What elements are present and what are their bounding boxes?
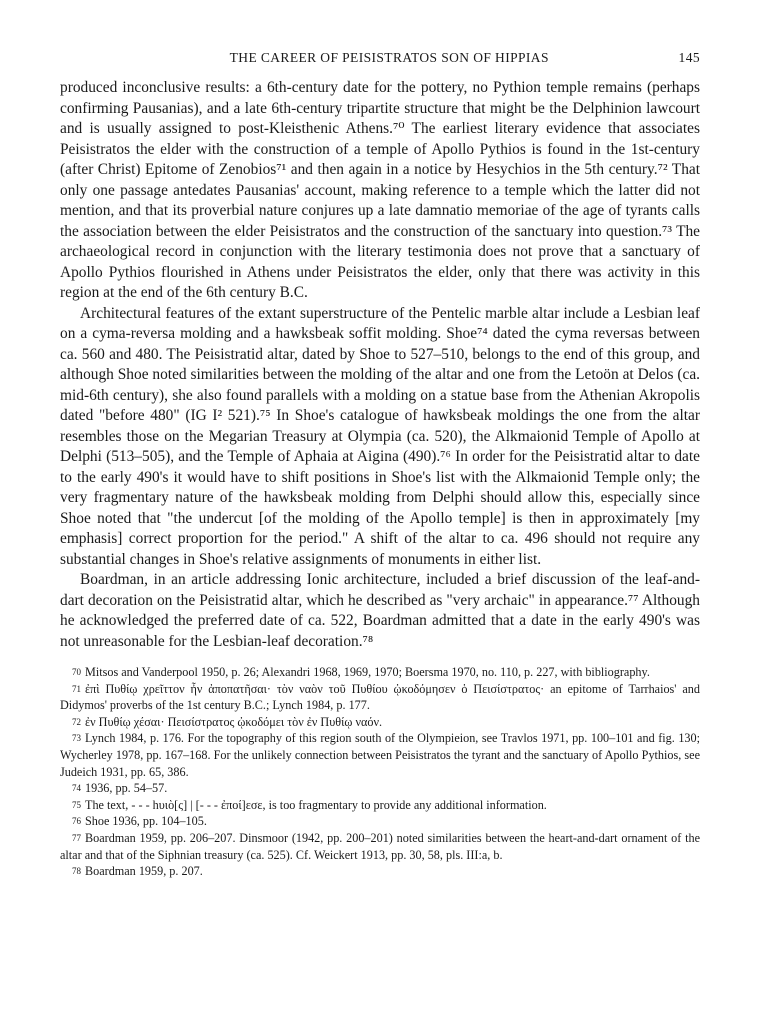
body-text [60, 78, 700, 652]
paragraph: Architectural features of the extant superstructure of the Pentelic marble altar include a Lesbian leaf on a cyma-reversa molding and a hawksbeak soffit molding. Shoe⁷⁴ dated the cyma reversas between ca. 560 and 480. The Peisistratid altar, dated by Shoe to 527–510, belongs to the end of this group, and although Shoe noted similarities between the molding of the altar and one from the Letoön at Delos (ca. mid-6th century), she also found parallels with a molding on a statue base from the Athenian Akropolis dated "before 480" (IG I² 521).⁷⁵ In Shoe's catalogue of hawksbeak moldings the one from the altar resembles those on the Megarian Treasury at Olympia (ca. 520), the Alkmaionid Temple of Apollo at Delphi (513–505), and the Temple of Aphaia at Aigina (490).⁷⁶ In order for the Peisistratid altar to date to the early 490's it would have to shift positions in Shoe's list with the Alkmaionid Temple only; the very fragmentary nature of the hawksbeak molding from Delphi should allow this, especially since Shoe noted that "the undercut [of the molding of the Apollo temple] is then in approximately [my emphasis] correct proportion for the period." A shift of the altar to ca. 496 should not require any substantial changes in Shoe's relative assignments of monuments in either list. [60, 304, 700, 568]
footnote-text: Mitsos and Vanderpool 1950, p. 26; Alexandri 1968, 1969, 1970; Boersma 1970, no. 110, p. 227, with bibliography. [85, 665, 650, 679]
footnote-number: 75 [72, 799, 81, 810]
footnote-number: 78 [72, 866, 81, 877]
footnote-number: 77 [72, 832, 81, 843]
footnotes [60, 664, 700, 880]
footnote-text: Boardman 1959, pp. 206–207. Dinsmoor (1942, pp. 200–201) noted similarities between the heart-and-dart ornament of the altar and that of the Siphnian treasury (ca. 525). Cf. Weickert 1913, pp. 30, 58, pls. III:a, b. [60, 830, 700, 862]
paragraph: produced inconclusive results: a 6th-century date for the pottery, no Pythion temple remains (perhaps confirming Pausanias), and a late 6th-century tripartite structure that might be the Delphinion lawcourt and is usually assigned to post-Kleisthenic Athens.⁷⁰ The earliest literary evidence that associates Peisistratos the elder with the construction of a temple of Apollo Pythios is found in the 1st-century (after Christ) Epitome of Zenobios⁷¹ and then again in a notice by Hesychios in the 5th century.⁷² That only one passage antedates Pausanias' account, making reference to a temple which the latter did not mention, and that its proverbial nature conjures up a late damnatio memoriae of the age of tyrants calls the association between the elder Peisistratos and the construction of the sanctuary into question.⁷³ The archaeological record in conjunction with the literary testimonia does not prove that a sanctuary of Apollo Pythios flourished in Athens under Peisistratos the elder, only that there was activity in this region at the end of the 6th century B.C. [60, 79, 700, 301]
footnote [60, 813, 700, 830]
document-page [60, 50, 700, 880]
page-header [60, 50, 700, 66]
footnote-number: 76 [72, 816, 81, 827]
footnote-number: 71 [72, 683, 81, 694]
footnote [60, 681, 700, 714]
footnote-text: ἐν Πυθίῳ χέσαι· Πεισίστρατος ᾠκοδόμει τὸν ἐν Πυθίῳ ναόν. [85, 714, 383, 729]
footnote [60, 730, 700, 780]
footnote-number: 70 [72, 667, 81, 677]
paragraph: Boardman, in an article addressing Ionic architecture, included a brief discussion of the leaf-and-dart decoration on the Peisistratid altar, which he described as "very archaic" in appearance.⁷⁷ Although he acknowledged the preferred date of ca. 522, Boardman admitted that a date in the early 490's was not unreasonable for the Lesbian-leaf decoration.⁷⁸ [60, 571, 700, 650]
running-title: THE CAREER OF PEISISTRATOS SON OF HIPPIAS [229, 50, 549, 65]
footnote-number: 73 [72, 733, 81, 744]
footnote-number: 72 [72, 716, 81, 727]
footnote-text: 1936, pp. 54–57. [85, 781, 168, 796]
footnote [60, 664, 700, 681]
footnote-text: Shoe 1936, pp. 104–105. [85, 814, 207, 829]
footnote [60, 780, 700, 797]
footnote-text: ἐπὶ Πυθίῳ χρεῖττον ἦν ἀποπατῆσαι· τὸν ναὸν τοῦ Πυθίου ᾠκοδόμησεν ὁ Πεισίστρατος· an epitome of Tarrhaios' and Didymos' proverbs of the 1st century B.C.; Lynch 1984, p. 177. [60, 681, 700, 713]
footnote [60, 830, 700, 863]
footnote-number: 74 [72, 783, 81, 794]
footnote-text: The text, - - - hυιὸ[ς] | [- - - ἐποί]εσε, is too fragmentary to provide any additional information. [85, 797, 547, 812]
footnote-text: Lynch 1984, p. 176. For the topography of this region south of the Olympieion, see Travlos 1971, pp. 100–101 and fig. 130; Wycherley 1978, pp. 167–168. For the unlikely connection between Peisistratos the tyrant and the sanctuary of Apollo Pythios, see Judeich 1931, pp. 65, 386. [60, 731, 700, 779]
footnote [60, 863, 700, 880]
footnote [60, 797, 700, 814]
footnote-text: Boardman 1959, p. 207. [85, 864, 203, 879]
footnote [60, 714, 700, 731]
page-number: 145 [678, 50, 700, 65]
